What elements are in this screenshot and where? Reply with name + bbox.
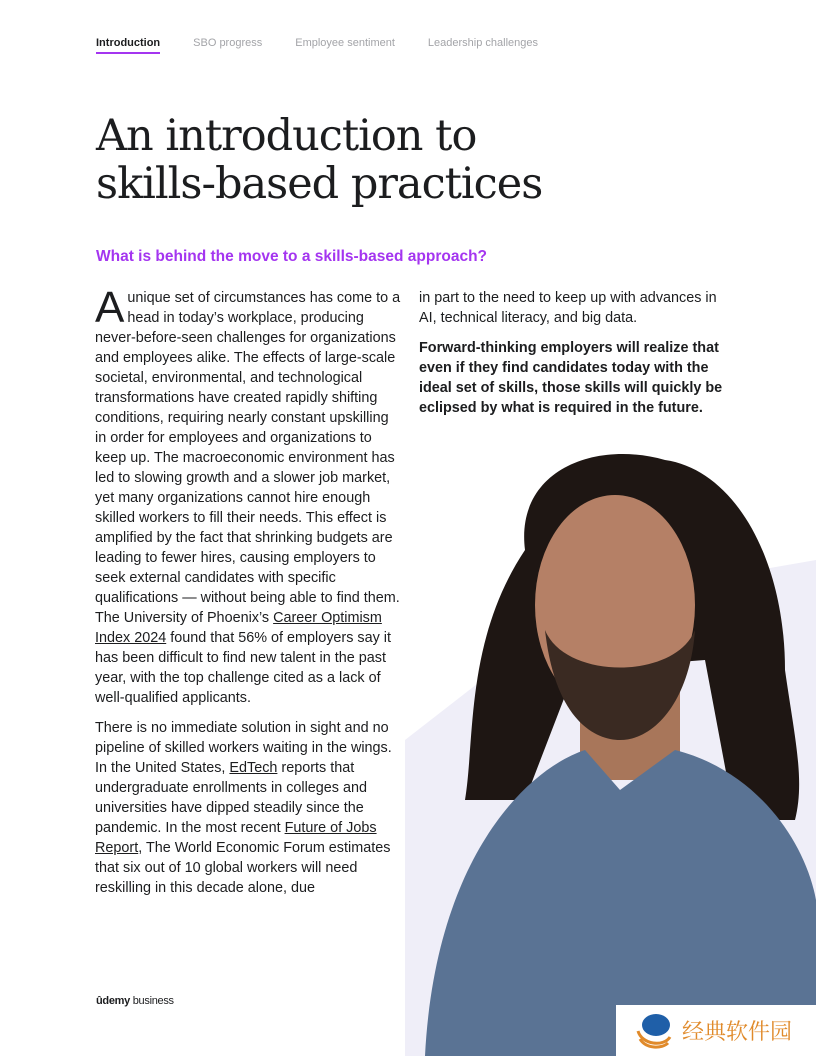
callout-paragraph: Forward-thinking employers will realize that even if they find candidates today with the ideal set of skills, those skills will quickly be eclipsed by what is required in the future.: [419, 340, 723, 416]
text: , The World Economic Forum estimates that six out of 10 global workers will need reskilling in this decade alone, due: [95, 840, 391, 896]
portrait-photo: [405, 440, 816, 1056]
page-title: [96, 112, 542, 208]
paragraph-1: [95, 283, 401, 708]
logo-brand: ûdemy: [96, 995, 130, 1007]
watermark: [616, 1005, 816, 1056]
watermark-text: 经典软件园: [682, 1020, 793, 1045]
future-of-jobs-link[interactable]: Future of Jobs Report: [95, 820, 377, 856]
text: There is no immediate solution in sight and no pipeline of skilled workers waiting in the wings. In the United States,: [95, 720, 392, 776]
watermark-logo-icon: [634, 1011, 674, 1051]
nav-introduction[interactable]: Introduction: [96, 37, 160, 54]
career-optimism-link[interactable]: Career Optimism Index 2024: [95, 610, 382, 646]
drop-cap: A: [95, 283, 125, 332]
paragraph-2: [95, 718, 401, 898]
logo-suffix: business: [132, 995, 174, 1007]
text: reports that undergraduate enrollments in colleges and universities have dipped steadily since the pandemic. In the most recent: [95, 760, 368, 836]
text: unique set of circumstances has come to a head in today’s workplace, producing never-before-seen challenges for organizations and employees alike. The effects of large-scale societal, environmental, and technological transformations have created rapidly shifting conditions, requiring nearly constant upskilling in order for employees and organizations to keep up. The macroeconomic environment has led to slowing growth and a slower job market, yet many organizations cannot hire enough skilled workers to fill their needs. This effect is amplified by the fact that shrinking budgets are leading to fewer hires, causing employers to seek external candidates with specific qualifications — without being able to find them. The University of Phoenix’s: [95, 290, 401, 626]
right-column: [419, 288, 729, 428]
title-line-1: An introduction to: [96, 111, 477, 161]
udemy-business-logo: [96, 995, 174, 1007]
nav-sbo-progress[interactable]: SBO progress: [193, 37, 263, 49]
section-subheading: What is behind the move to a skills-based approach?: [96, 248, 488, 265]
section-nav: [96, 37, 571, 54]
left-column: [95, 283, 401, 908]
nav-employee-sentiment[interactable]: Employee sentiment: [295, 37, 395, 49]
nav-leadership-challenges[interactable]: Leadership challenges: [427, 37, 539, 49]
title-line-2: skills-based practices: [96, 159, 543, 209]
paragraph-continued: in part to the need to keep up with advances in AI, technical literacy, and big data.: [419, 290, 717, 326]
text: found that 56% of employers say it has been difficult to find new talent in the past year, with the top challenge cited as a lack of well-qualified applicants.: [95, 630, 391, 706]
edtech-link[interactable]: EdTech: [229, 760, 278, 776]
